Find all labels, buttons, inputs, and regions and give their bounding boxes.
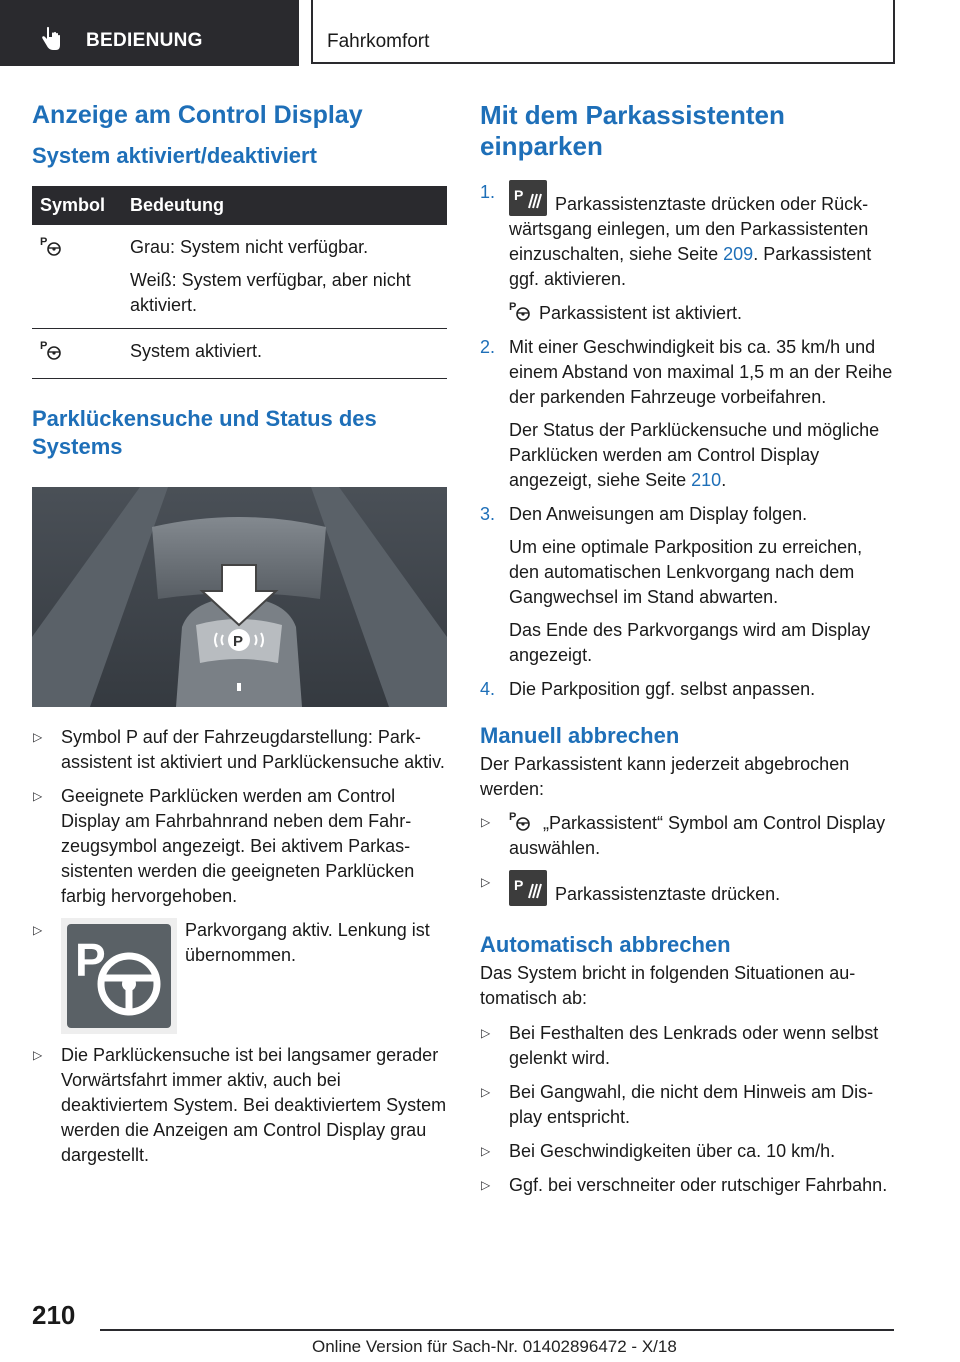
step-number: 3. — [480, 504, 496, 524]
park-assist-icon — [509, 810, 533, 832]
svg-text:P: P — [509, 811, 517, 823]
step-sub: Das Ende des Parkvorgangs wird am Display angezeigt. — [509, 620, 871, 665]
manual-intro: Der Parkassistent kann jederzeit abgebrochen werden: — [480, 754, 850, 799]
table-cell-symbol — [32, 329, 126, 379]
right-column — [480, 100, 895, 1207]
list-item — [32, 918, 447, 1034]
triangle-icon: ▷ — [481, 815, 491, 829]
step-item — [480, 335, 895, 493]
step-number: 1. — [480, 182, 496, 202]
step-text: Mit einer Geschwindigkeit bis ca. 35 km/h und einem Abstand von maximal 1,5 m an der Reihe der parkenden Fahrzeuge vorbeifahren. — [509, 337, 893, 407]
heading-system-status: System aktiviert/deaktiviert — [32, 143, 317, 168]
status-list — [32, 725, 447, 1168]
heading-park-assist: Mit dem Parkassistenten einparken — [480, 100, 785, 161]
list-item — [480, 1173, 895, 1198]
heading-auto-cancel: Automatisch abbrechen — [480, 932, 731, 957]
table-cell-meaning: System aktiviert. — [126, 329, 447, 379]
park-assist-active-icon — [40, 339, 64, 361]
triangle-icon: ▷ — [481, 1085, 491, 1099]
list-item-text: Symbol P auf der Fahrzeugdarstellung: Parkassistent ist aktiviert und Parklückensuche aktiv. — [61, 727, 445, 772]
step-item — [480, 677, 895, 702]
step-text-end: . Parkassistent ggf. aktivieren. — [509, 244, 872, 289]
park-steering-icon — [61, 918, 177, 1034]
table-row — [32, 225, 447, 329]
table-cell-symbol — [32, 225, 126, 329]
triangle-icon: ▷ — [481, 1026, 491, 1040]
chapter-title: Fahrkomfort — [327, 31, 430, 52]
list-item-text: Bei Gangwahl, die nicht dem Hinweis am Display entspricht. — [509, 1082, 874, 1127]
list-item — [480, 870, 895, 907]
left-column — [32, 100, 447, 1177]
heading-control-display: Anzeige am Control Display — [32, 101, 363, 129]
meaning-white: Weiß: System verfügbar, aber nicht aktiviert. — [130, 270, 411, 315]
step-text: Parkassistenztaste drücken oder Rückwärtsgang einlegen, um den Parkassistenten einzuschalten, siehe Seite — [509, 194, 869, 264]
section-title: BEDIENUNG — [86, 30, 203, 51]
step-item — [480, 180, 895, 326]
table-cell-meaning — [126, 225, 447, 329]
park-assist-icon — [40, 235, 64, 257]
triangle-icon: ▷ — [481, 875, 491, 889]
park-assist-button-icon — [509, 870, 547, 906]
list-item-text: Ggf. bei verschneiter oder rutschiger Fahrbahn. — [509, 1175, 888, 1195]
table-header-symbol: Symbol — [32, 186, 126, 225]
auto-list — [480, 1021, 895, 1198]
svg-text:P: P — [40, 340, 48, 352]
list-item-text: Geeignete Parklücken werden am Control Display am Fahrbahnrand neben dem Fahrzeugsymbol angezeigt. Bei aktivem Parkassistenten werden die geeigneten Parklücken farbig hervorgehoben. — [61, 786, 415, 906]
triangle-icon: ▷ — [33, 1048, 43, 1062]
list-item — [32, 784, 447, 909]
manual-list — [480, 810, 895, 907]
triangle-icon: ▷ — [33, 923, 43, 937]
svg-text:P: P — [509, 301, 517, 313]
table-header-meaning: Bedeutung — [126, 186, 447, 225]
list-item — [480, 1021, 895, 1071]
list-item — [32, 725, 447, 775]
list-item-text: Bei Geschwindigkeiten über ca. 10 km/h. — [509, 1141, 836, 1161]
step-sub — [509, 418, 895, 493]
heading-manual-cancel: Manuell abbrechen — [480, 723, 680, 748]
table-row — [32, 329, 447, 379]
list-item — [480, 1139, 895, 1164]
footer-divider — [100, 1329, 894, 1331]
chapter-tab — [311, 0, 895, 64]
triangle-icon: ▷ — [33, 789, 43, 803]
svg-text:P: P — [514, 877, 524, 893]
meaning-grey: Grau: System nicht verfügbar. — [130, 237, 369, 257]
list-item-text: „Parkassistent“ Symbol am Control Display auswählen. — [509, 813, 886, 858]
symbol-table — [32, 186, 447, 379]
page-link-210[interactable]: 210 — [691, 470, 722, 490]
heading-parking-search: Parklückensuche und Status des Systems — [32, 406, 377, 459]
steps-list — [480, 180, 895, 702]
list-item — [480, 810, 895, 861]
section-tab — [0, 0, 299, 66]
step-number: 4. — [480, 679, 496, 699]
step-item — [480, 502, 895, 668]
list-item-text: Die Parklückensuche ist bei langsamer gerader Vorwärtsfahrt immer aktiv, auch bei deaktiviertem System. Bei deaktiviertem System werden die Anzeigen am Control Display grau dargestellt. — [61, 1045, 447, 1165]
parking-display-image — [32, 487, 447, 707]
triangle-icon: ▷ — [481, 1144, 491, 1158]
step-text: Den Anweisungen am Display folgen. — [509, 504, 808, 524]
step-sub-text: Parkassistent ist aktiviert. — [539, 303, 743, 323]
list-item-text: Parkassistenztaste drücken. — [555, 884, 781, 904]
triangle-icon: ▷ — [33, 730, 43, 744]
list-item-text: Bei Festhalten des Lenkrads oder wenn selbst gelenkt wird. — [509, 1023, 879, 1068]
step-sub: Um eine optimale Parkposition zu erreichen, den automatischen Lenkvorgang nach dem Gangwechsel im Stand abwarten. — [509, 537, 863, 607]
svg-text:P: P — [40, 236, 48, 248]
list-item — [32, 1043, 447, 1168]
page-number: 210 — [32, 1300, 76, 1330]
hand-icon — [40, 26, 62, 52]
step-number: 2. — [480, 337, 496, 357]
list-item-text: Parkvorgang aktiv. Lenkung ist übernommen. — [185, 920, 430, 965]
image-p-label: P — [233, 633, 244, 650]
svg-text:P: P — [514, 187, 524, 203]
park-assist-icon — [509, 300, 533, 322]
step-sub-text: Der Status der Parklückensuche und mögliche Parklücken werden am Control Display angezeigt, siehe Seite — [509, 420, 880, 490]
step-sub-end: . — [721, 470, 727, 490]
step-sub — [509, 300, 895, 326]
park-assist-button-icon — [509, 180, 547, 216]
auto-intro: Das System bricht in folgenden Situationen automatisch ab: — [480, 963, 856, 1008]
triangle-icon: ▷ — [481, 1178, 491, 1192]
svg-text:P: P — [75, 934, 106, 986]
step-text: Die Parkposition ggf. selbst anpassen. — [509, 679, 816, 699]
footer-text: Online Version für Sach-Nr. 01402896472 - X/18 — [312, 1337, 677, 1356]
page-link-209[interactable]: 209 — [723, 244, 754, 264]
list-item — [480, 1080, 895, 1130]
